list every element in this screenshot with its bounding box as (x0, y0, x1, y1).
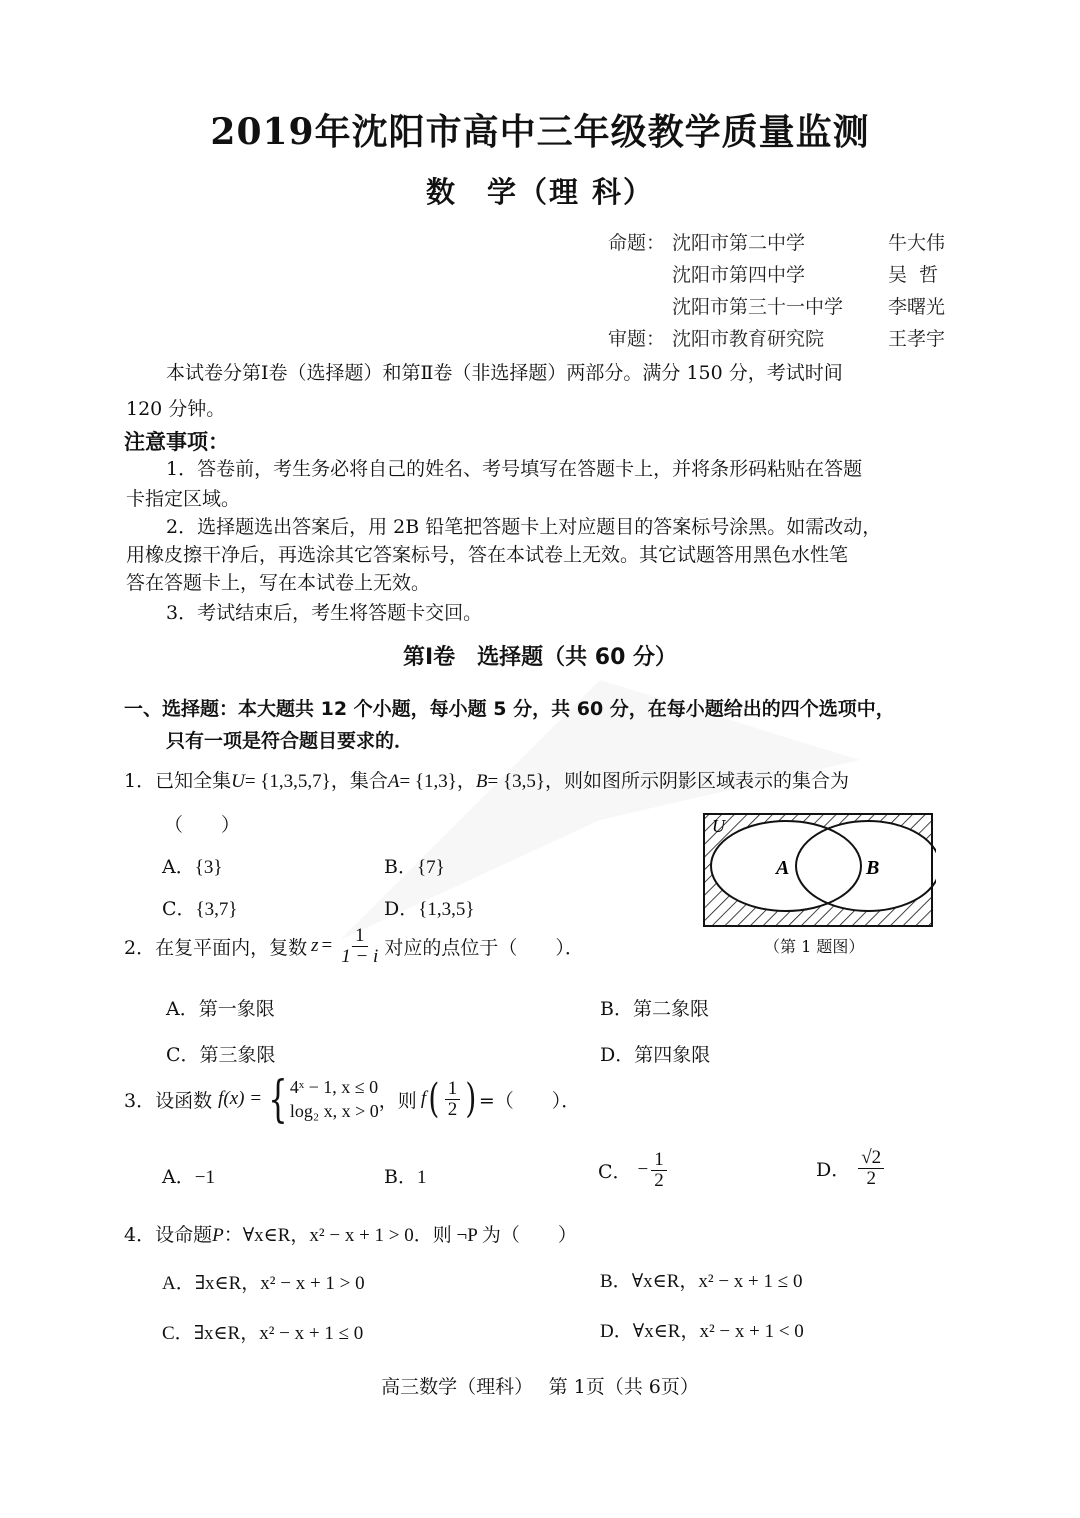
option-value: 第二象限 (632, 998, 709, 1020)
option-label: A． (162, 856, 195, 878)
question-text: ， (456, 770, 476, 792)
set-u: = {1,3,5,7} (244, 771, 331, 792)
left-brace: { (268, 1070, 288, 1128)
function-call: f (420, 1088, 427, 1109)
author-school-3: 沈阳市第三十一中学 (672, 296, 844, 318)
author-name-1: 牛大伟 (888, 232, 946, 254)
q2-option-c[interactable] (166, 1040, 276, 1067)
right-paren: ) (465, 1076, 477, 1122)
proposition: ：∀x∈R，x² − x + 1 > 0．则 ¬P 为（ ） (223, 1225, 577, 1246)
option-label: D． (384, 898, 419, 920)
q3-option-a[interactable] (162, 1162, 215, 1189)
denominator: 2 (654, 1169, 664, 1191)
option-value: ∀x∈R，x² − x + 1 ≤ 0 (631, 1271, 803, 1292)
var-p: P (212, 1225, 224, 1246)
option-value: 第四象限 (634, 1044, 711, 1066)
reviewer-school: 沈阳市教育研究院 (672, 328, 825, 350)
question-1-stem (124, 766, 849, 793)
option-label: C． (162, 1323, 194, 1344)
option-label: B． (384, 856, 417, 878)
notice-2-line-1: 2．选择题选出答案后，用 2B 铅笔把答题卡上对应题目的答案标号涂黑。如需改动， (166, 516, 882, 538)
question-text: =（ ）． (478, 1089, 581, 1112)
option-fraction (651, 1150, 667, 1191)
function-name: f(x) = (218, 1088, 263, 1109)
option-label: A． (162, 1166, 195, 1188)
piecewise-cases (290, 1075, 379, 1124)
question-number: 2． (124, 936, 156, 959)
denominator: 2 (866, 1167, 876, 1189)
option-label: C． (162, 898, 196, 920)
author-school-1: 沈阳市第二中学 (672, 232, 806, 254)
var-u: U (231, 771, 245, 792)
reviewer-name: 王孝宇 (888, 328, 946, 350)
option-label: D． (600, 1044, 635, 1066)
option-label: B． (600, 998, 633, 1020)
denominator: 2 (447, 1098, 458, 1120)
question-number: 4． (124, 1224, 156, 1246)
case-2: log₂ x, x > 0 (289, 1101, 379, 1121)
question-text: ，则如图所示阴影区域表示的集合为 (545, 770, 850, 792)
numerator: √2 (858, 1148, 884, 1169)
question-3-stem (124, 1070, 581, 1128)
fraction (338, 926, 381, 967)
subject-rest: 学（理 科） (486, 175, 655, 209)
equals-sign: = (321, 935, 333, 957)
page-footer: 高三数学（理科） 第 1页（共 6页） (381, 1376, 699, 1398)
q1-option-d[interactable] (384, 894, 474, 921)
notice-3-line-1: 3．考试结束后，考生将答题卡交回。 (166, 602, 483, 624)
set-a-label: A (776, 857, 790, 879)
q2-option-a[interactable] (166, 994, 275, 1021)
q1-option-a[interactable] (162, 852, 222, 879)
subject-char-1: 数 (425, 175, 457, 209)
venn-diagram (700, 810, 936, 930)
option-value: {7} (416, 857, 445, 878)
option-value: ∃x∈R，x² − x + 1 ≤ 0 (193, 1323, 364, 1344)
exam-title: 2019年沈阳市高中三年级教学质量监测 (210, 111, 870, 153)
option-value: ∃x∈R，x² − x + 1 > 0 (194, 1273, 365, 1294)
question-text: 在复平面内，复数 (155, 936, 308, 959)
notice-1-line-2: 卡指定区域。 (126, 488, 241, 510)
option-label: B． (600, 1271, 632, 1292)
q4-option-d[interactable] (600, 1316, 804, 1343)
intro-line-1: 本试卷分第Ⅰ卷（选择题）和第Ⅱ卷（非选择题）两部分。满分 150 分，考试时间 (166, 362, 843, 384)
question-text: ，则 (378, 1089, 417, 1112)
argument-fraction (445, 1079, 461, 1120)
option-label: D． (600, 1321, 633, 1342)
exam-subtitle (0, 170, 1080, 211)
author-name-3: 李曙光 (888, 296, 946, 318)
option-value: −1 (194, 1167, 215, 1188)
option-label: A． (162, 1273, 195, 1294)
q2-option-b[interactable] (600, 994, 709, 1021)
option-label: A． (166, 998, 199, 1020)
q2-option-d[interactable] (600, 1040, 710, 1067)
option-label: C． (598, 1160, 632, 1183)
set-a: = {1,3} (399, 771, 457, 792)
piecewise (262, 1070, 379, 1128)
proposer-label: 命题： (608, 232, 666, 254)
question-text: 设函数 (155, 1089, 213, 1112)
author-name-2: 吴 哲 (888, 264, 939, 286)
option-value: 第一象限 (198, 998, 275, 1020)
q1-option-c[interactable] (162, 894, 238, 921)
q4-option-c[interactable] (162, 1318, 363, 1345)
question-4-stem (124, 1220, 577, 1247)
var-a: A (387, 771, 400, 792)
part-instructions-line-1: 一、选择题：本大题共 12 个小题，每小题 5 分，共 60 分，在每小题给出的四个选项中， (124, 698, 895, 720)
part-instructions-line-2: 只有一项是符合题目要求的． (166, 730, 414, 752)
author-school-2: 沈阳市第四中学 (672, 264, 806, 286)
var-b: B (475, 771, 488, 792)
question-2-stem (124, 926, 584, 967)
option-value: ∀x∈R，x² − x + 1 < 0 (632, 1321, 804, 1342)
case-1: 4ˣ − 1, x ≤ 0 (289, 1076, 379, 1097)
question-number: 3． (124, 1089, 156, 1112)
numerator: 1 (651, 1150, 667, 1171)
question-text: 已知全集 (155, 770, 232, 792)
notice-2-line-3: 答在答题卡上，写在本试卷上无效。 (126, 572, 431, 594)
q3-option-c[interactable] (598, 1150, 670, 1191)
reviewer-label: 审题： (608, 328, 666, 350)
question-text: 设命题 (155, 1224, 213, 1246)
option-value: 第三象限 (199, 1044, 276, 1066)
option-value: {3,7} (195, 899, 238, 920)
option-label: C． (166, 1044, 200, 1066)
denominator: 1 − i (341, 945, 379, 967)
universe-label: U (712, 816, 725, 836)
question-1-blank: （ ） (164, 814, 241, 836)
q3-option-d[interactable] (816, 1148, 887, 1189)
numerator: 1 (352, 926, 368, 947)
section-title: 第Ⅰ卷 选择题（共 60 分） (402, 645, 678, 670)
option-label: B． (384, 1166, 417, 1188)
question-text: ，集合 (330, 770, 388, 792)
set-b-label: B (866, 857, 880, 879)
option-fraction (858, 1148, 884, 1189)
minus-sign: − (637, 1159, 649, 1181)
set-b: = {3,5} (487, 771, 545, 792)
notice-heading: 注意事项： (124, 430, 229, 454)
option-value: {3} (194, 857, 223, 878)
option-label: D． (816, 1158, 851, 1181)
q4-option-a[interactable] (162, 1268, 365, 1295)
question-text: 对应的点位于（ ）． (384, 936, 584, 959)
notice-2-line-2: 用橡皮擦干净后，再选涂其它答案标号，答在本试卷上无效。其它试题答用黑色水性笔 (126, 544, 849, 566)
numerator: 1 (445, 1079, 461, 1100)
var-z: z (311, 935, 319, 957)
q4-option-b[interactable] (600, 1266, 802, 1293)
left-paren: ( (428, 1076, 440, 1122)
q3-option-b[interactable] (384, 1162, 426, 1189)
notice-1-line-1: 1．答卷前，考生务必将自己的姓名、考号填写在答题卡上，并将条形码粘贴在答题 (166, 458, 863, 480)
question-number: 1． (124, 770, 156, 792)
intro-line-2: 120 分钟。 (126, 398, 226, 420)
option-value: {1,3,5} (418, 899, 475, 920)
option-value: 1 (416, 1167, 427, 1188)
figure-caption: （第 1 题图） (764, 937, 865, 956)
q1-option-b[interactable] (384, 852, 445, 879)
